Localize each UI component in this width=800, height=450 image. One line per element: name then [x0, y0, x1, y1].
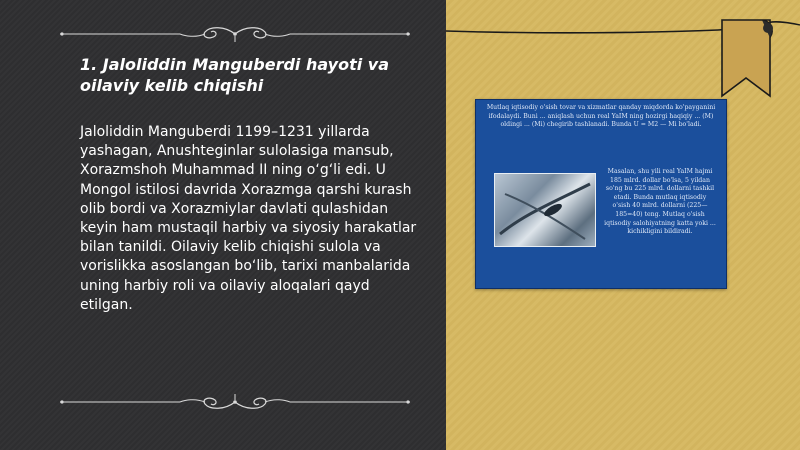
- bookmark-ribbon-icon: [718, 18, 774, 100]
- ornamental-divider-top: [60, 24, 410, 44]
- inset-paragraph-1: Mutlaq iqtisodiy o'sish tovar va xizmatlar qanday miqdorda ko'payganini ifodalaydi. Buni ... aniqlash uchun real YaIM ning hozirgi haqiqiy ... (M) oldingi ... (Mi) chegirib tashlanadi. Bunda U = M2 — Mi bo'ladi.: [486, 104, 716, 129]
- inset-image: [475, 99, 727, 289]
- slide-body-text: Jaloliddin Manguberdi 1199–1231 yillarda yashagan, Anushteginlar sulolasiga mansub, Xorazmshoh Muhammad II ning o‘g‘li edi. U Mongol istilosi davrida Xorazmga qarshi kurash olib bordi va Xorazmiylar davlati qulashidan keyin ham mustaqil harbiy va siyosiy harakatlar bilan tanildi. Oilaviy kelib chiqishi sulola va vorislikka asoslangan bo‘lib, tarixi manbalarida uning harbiy roli va oilaviy aloqalari qayd etilgan.: [80, 124, 417, 313]
- ornamental-divider-bottom: [60, 392, 410, 412]
- inset-photo: [494, 173, 596, 247]
- slide-heading: 1. Jaloliddin Manguberdi hayoti va oilaviy kelib chiqishi: [80, 55, 390, 95]
- inset-paragraph-2: Masalan, shu yili real YaIM hajmi 185 mlrd. dollar bo'lsa, 5 yildan so'ng bu 225 mlrd. dollarni tashkil etadi. Bunda mutlaq iqtisodiy o'sish 40 mlrd. dollarni (225—185=40) teng. Mutlaq o'sish iqtisodiy salohiyatning katta yoki ... kichikligini bildiradi.: [604, 168, 716, 236]
- inset-photo-graphic: [495, 174, 595, 246]
